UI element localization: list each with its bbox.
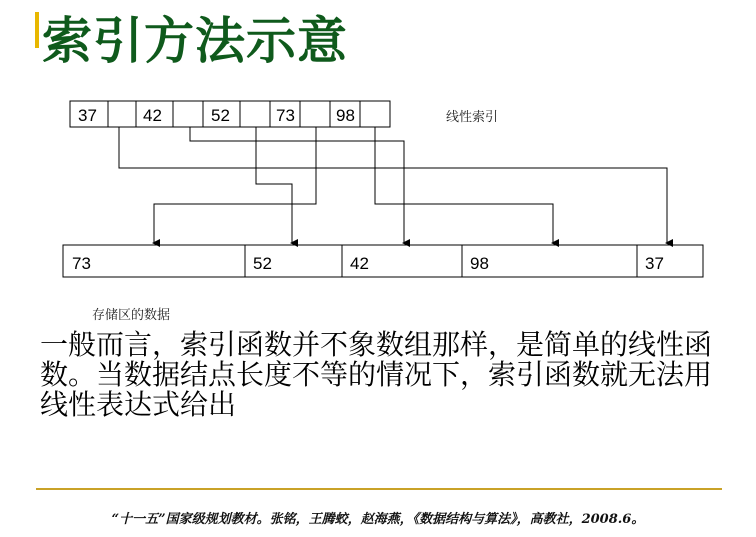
index-key: 73 bbox=[276, 106, 295, 125]
index-table-label: 线性索引 bbox=[446, 110, 499, 125]
index-key: 37 bbox=[78, 106, 97, 125]
index-key: 98 bbox=[336, 106, 355, 125]
pointer-connector-37 bbox=[119, 127, 667, 243]
explanation-text: 一般而言，索引函数并不象数组那样，是简单的线性函数。当数据结点长度不等的情况下，索引函数就无法用线性表达式给出 bbox=[40, 328, 713, 421]
storage-record: 98 bbox=[470, 254, 489, 273]
footer-citation: “十一五”国家级规划教材。张铭，王腾蛟，赵海燕，《数据结构与算法》，高教社，2008.6。 bbox=[111, 512, 645, 527]
storage-record: 42 bbox=[350, 254, 369, 273]
pointer-connector-52 bbox=[256, 127, 292, 243]
pointer-connector-42 bbox=[190, 127, 404, 243]
slide-title: 索引方法示意 bbox=[42, 12, 348, 70]
storage-record: 52 bbox=[253, 254, 272, 273]
index-key: 42 bbox=[143, 106, 162, 125]
storage-record: 73 bbox=[72, 254, 91, 273]
storage-area-label: 存储区的数据 bbox=[92, 308, 171, 323]
pointer-connector-98 bbox=[375, 127, 553, 243]
footer-divider bbox=[36, 488, 722, 490]
storage-record: 37 bbox=[645, 254, 664, 273]
index-table bbox=[70, 101, 390, 127]
storage-table bbox=[63, 245, 703, 277]
index-key: 52 bbox=[211, 106, 230, 125]
